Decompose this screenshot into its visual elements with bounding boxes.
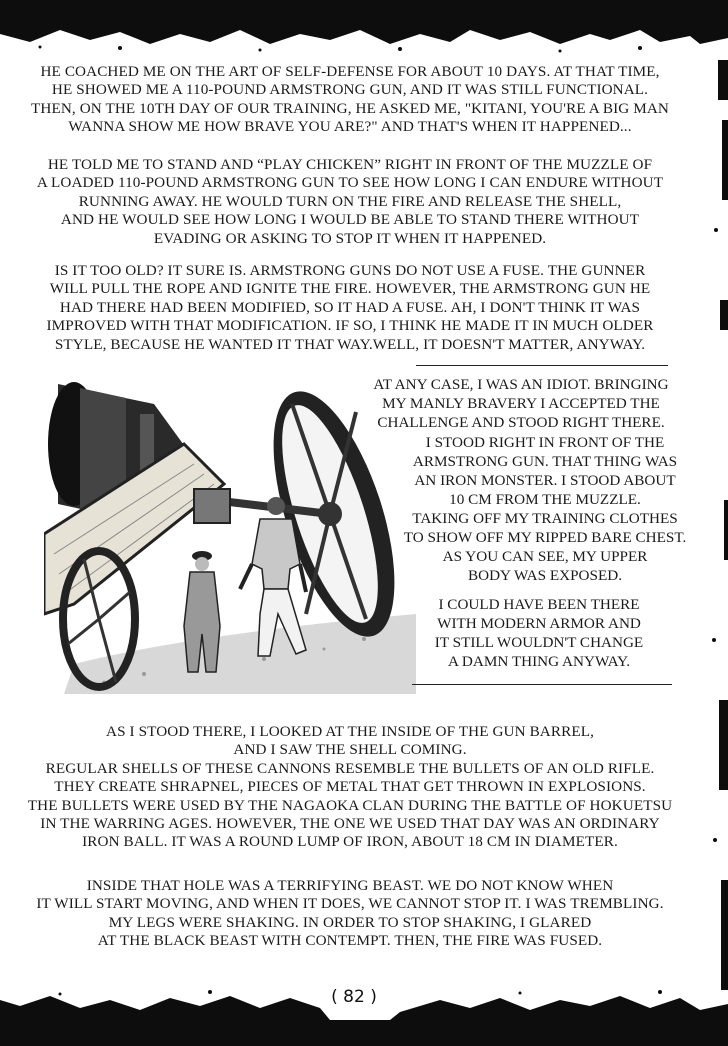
sidebar-text-idiot: AT ANY CASE, I WAS AN IDIOT. BRINGING MY MANLY BRAVERY I ACCEPTED THE CHALLENGE AND STOOD RIGHT THERE. <box>373 376 669 431</box>
paragraph-black-beast: INSIDE THAT HOLE WAS A TERRIFYING BEAST. WE DO NOT KNOW WHEN IT WILL START MOVING, AND WHEN IT DOES, WE CANNOT STOP IT. I WAS TREMBLING. MY LEGS WERE SHAKING. IN ORDER TO STOP SHAKING, I GLARED AT THE BLACK BEAST WITH CONTEMPT. THEN, THE FIRE WAS FUSED. <box>36 877 664 950</box>
sidebar-text-iron-monster: I STOOD RIGHT IN FRONT OF THE ARMSTRONG GUN. THAT THING WAS AN IRON MONSTER. I STOOD ABOUT 10 CM FROM THE MUZZLE. TAKING OFF MY TRAINING CLOTHES TO SHOW OFF MY RIPPED BARE CHEST. AS YOU CAN SEE, MY UPPER BODY WAS EXPOSED. <box>403 434 687 584</box>
paragraph-fuse: IS IT TOO OLD? IT SURE IS. ARMSTRONG GUNS DO NOT USE A FUSE. THE GUNNER WILL PULL THE ROPE AND IGNITE THE FIRE. HOWEVER, THE ARMSTRONG GUN HE HAD THERE HAD BEEN MODIFIED, SO IT HAD A FUSE. AH, I DON'T THINK IT WAS IMPROVED WITH THAT MODIFICATION. IF SO, I THINK HE MADE IT IN MUCH OLDER STYLE, BECAUSE HE WANTED IT THAT WAY.WELL, IT DOESN'T MATTER, ANYWAY. <box>46 262 654 353</box>
paragraph-training: HE COACHED ME ON THE ART OF SELF-DEFENSE FOR ABOUT 10 DAYS. AT THAT TIME, HE SHOWED ME A 110-POUND ARMSTRONG GUN, AND IT WAS STILL FUNCTIONAL. THEN, ON THE 10TH DAY OF OUR TRAINING, HE ASKED ME, "KITANI, YOU'RE A BIG MAN WANNA SHOW ME HOW BRAVE YOU ARE?" AND THAT'S WHEN IT HAPPENED... <box>31 63 669 136</box>
paragraph-play-chicken: HE TOLD ME TO STAND AND “PLAY CHICKEN” RIGHT IN FRONT OF THE MUZZLE OF A LOADED 110-POUND ARMSTRONG GUN TO SEE HOW LONG I CAN ENDURE WITHOUT RUNNING AWAY. HE WOULD TURN ON THE FIRE AND RELEASE THE SHELL, AND HE WOULD SEE HOW LONG I WOULD BE ABLE TO STAND THERE WITHOUT EVADING OR ASKING TO STOP IT WHEN IT HAPPENED. <box>36 156 664 247</box>
page-number: ( 82 ) <box>331 987 377 1007</box>
sidebar-text-armor: I COULD HAVE BEEN THERE WITH MODERN ARMOR AND IT STILL WOULDN'T CHANGE A DAMN THING ANYWAY. <box>434 596 644 670</box>
paragraph-shell: AS I STOOD THERE, I LOOKED AT THE INSIDE OF THE GUN BARREL, AND I SAW THE SHELL COMING. REGULAR SHELLS OF THESE CANNONS RESEMBLE THE BULLETS OF AN OLD RIFLE. THEY CREATE SHRAPNEL, PIECES OF METAL THAT GET THROWN IN EXPLOSIONS. THE BULLETS WERE USED BY THE NAGAOKA CLAN DURING THE BATTLE OF HOKUETSU IN THE WARRING AGES. HOWEVER, THE ONE WE USED THAT DAY WAS AN ORDINARY IRON BALL. IT WAS A ROUND LUMP OF IRON, ABOUT 18 CM IN DIAMETER. <box>27 723 673 851</box>
grunge-border-top <box>0 0 728 60</box>
divider-bottom <box>412 684 672 685</box>
